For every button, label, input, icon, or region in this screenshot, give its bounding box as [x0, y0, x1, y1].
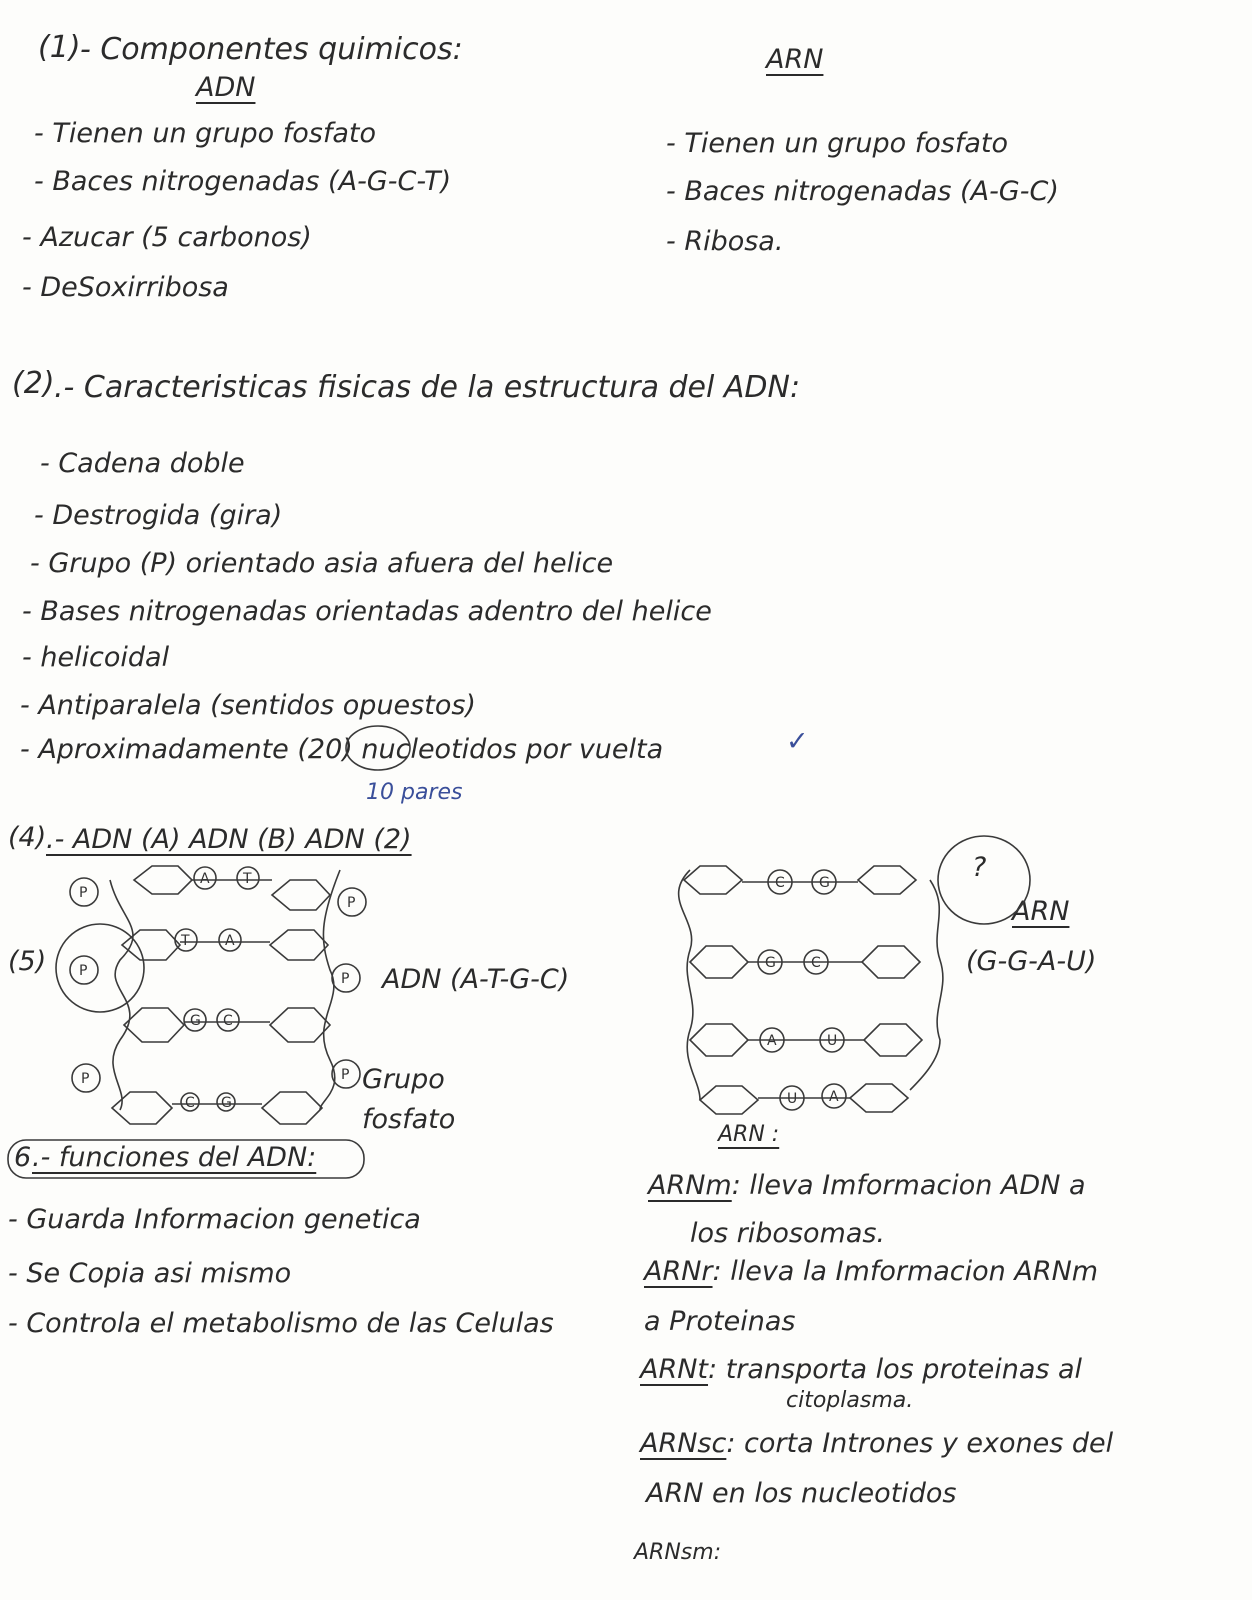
arn-type-code: ARNsc: [640, 1428, 727, 1459]
arn-type-text: citoplasma.: [786, 1388, 914, 1413]
adn-item-2: - Baces nitrogenadas (A-G-C-T): [34, 166, 452, 197]
arn-type-row: [640, 1428, 1113, 1459]
arn-sugar-hexagon: [690, 1024, 748, 1056]
phosphate-letter: P: [79, 885, 88, 901]
section1-number-value: 1: [49, 30, 69, 65]
arn-item-1: - Tienen un grupo fosfato: [666, 128, 1008, 159]
check-mark: ✓: [786, 726, 809, 757]
base-letter-g: G: [221, 1095, 232, 1111]
arn-base-letter-u: U: [787, 1091, 798, 1107]
base-letter-a: A: [200, 871, 210, 887]
section2-number: (2): [12, 366, 55, 401]
phosphate-letter: P: [341, 971, 350, 987]
arn-question-circle: [938, 836, 1030, 924]
arn-type-row: [648, 1170, 1086, 1201]
arn-type-row: [640, 1354, 1082, 1385]
question-mark: ?: [972, 852, 987, 883]
sugar-hexagon: [272, 880, 330, 910]
section2-item-6: - Antiparalela (sentidos opuestos): [20, 690, 476, 721]
arn-base-letter-c: C: [775, 875, 785, 891]
sugar-hexagon: [270, 930, 328, 960]
arn-type-text: ARN en los nucleotidos: [646, 1478, 957, 1509]
section6-item-3: - Controla el metabolismo de las Celulas: [8, 1308, 554, 1339]
section6-number-value: 6: [14, 1142, 32, 1173]
arn-sugar-hexagon: [858, 866, 916, 894]
arn-sugar-hexagon: [684, 866, 742, 894]
dna-right-backbone: [320, 870, 340, 1110]
base-letter-t: T: [243, 871, 252, 887]
arn-diagram: [679, 836, 1030, 1114]
section2-note: 10 pares: [366, 780, 463, 805]
arn-type-code: ARNr: [644, 1256, 713, 1287]
dna-left-backbone: [110, 880, 133, 1110]
section4-number-value: 4: [18, 822, 36, 853]
section5-number-value: 5: [18, 946, 36, 977]
arn-base-letter-a: A: [829, 1089, 839, 1105]
section2-item-1: - Cadena doble: [40, 448, 245, 479]
arn-sugar-hexagon: [690, 946, 748, 978]
arn-type-text: : transporta los proteinas al: [708, 1354, 1083, 1385]
arn-type-code: ARNt: [640, 1354, 709, 1385]
sugar-hexagon: [134, 866, 192, 894]
adn-item-4: - DeSoxirribosa: [22, 272, 229, 303]
arn-sugar-hexagon: [850, 1084, 908, 1112]
base-letter-g: G: [190, 1013, 201, 1029]
section5-number: (5): [8, 946, 47, 977]
sugar-hexagon: [262, 1092, 322, 1124]
annotation-marks: [8, 726, 410, 1178]
arn-diagram-bases: (G-G-A-U): [966, 946, 1097, 977]
arn-type-row: [644, 1306, 795, 1337]
phosphate-letter: P: [81, 1071, 90, 1087]
arn-type-text: los ribosomas.: [690, 1218, 886, 1249]
highlight-circle: [56, 924, 144, 1012]
arn-base-letter-c: C: [811, 955, 821, 971]
arn-base-letter-g: G: [765, 955, 776, 971]
dna-diagram: [56, 866, 366, 1124]
section2-item-3: - Grupo (P) orientado asia afuera del helice: [30, 548, 614, 579]
arn-type-row: [646, 1478, 957, 1509]
arn-type-row: [644, 1256, 1098, 1287]
section6-number: [14, 1142, 31, 1173]
phosphate-letter: P: [341, 1067, 350, 1083]
arn-backbone: [910, 880, 943, 1090]
base-letter-t: T: [181, 933, 190, 949]
section2-item-7: - Aproximadamente (20) nucleotidos por vuelta: [20, 734, 664, 765]
arn-backbone: [679, 870, 700, 1100]
base-letter-a: A: [225, 933, 235, 949]
arn-item-2: - Baces nitrogenadas (A-G-C): [666, 176, 1059, 207]
arn-type-text: :: [713, 1540, 722, 1565]
arn-base-letter-u: U: [827, 1033, 838, 1049]
arn-sugar-hexagon: [700, 1086, 758, 1114]
arn-type-row: [634, 1540, 721, 1565]
arn-base-letters: [765, 875, 839, 1107]
section4-number: (4): [8, 822, 47, 853]
arn-type-row: [786, 1388, 913, 1413]
arn-item-3: - Ribosa.: [666, 226, 784, 257]
sugar-hexagon: [124, 1008, 184, 1042]
twenty-circle: [346, 726, 410, 770]
arn-type-text: : lleva la Imformacion ARNm: [712, 1256, 1099, 1287]
section6-item-1: - Guarda Informacion genetica: [8, 1204, 421, 1235]
section1-number: (1): [38, 30, 81, 65]
arn-sugar-hexagon: [864, 1024, 922, 1056]
base-letter-c: C: [223, 1013, 233, 1029]
arn-diagram-label: ARN: [1012, 896, 1070, 927]
phosphate-letter: P: [347, 895, 356, 911]
arn-type-text: : lleva Imformacion ADN a: [731, 1170, 1086, 1201]
adn-item-3: - Azucar (5 carbonos): [22, 222, 312, 253]
arn-diagram-caption: ARN :: [718, 1122, 780, 1147]
arn-base-letter-g: G: [819, 875, 830, 891]
arn-type-text: a Proteinas: [644, 1306, 796, 1337]
arn-heading: ARN: [766, 44, 824, 75]
sugar-hexagon: [270, 1008, 330, 1042]
arn-sugar-hexagon: [862, 946, 920, 978]
section2-item-4: - Bases nitrogenadas orientadas adentro del helice: [22, 596, 712, 627]
arn-type-code: ARNm: [648, 1170, 732, 1201]
section2-number-value: 2: [23, 366, 43, 401]
phosphate-letter: P: [79, 963, 88, 979]
section4-header: .- ADN (A) ADN (B) ADN (2): [46, 824, 412, 855]
section1-title: - Componentes quimicos:: [80, 32, 463, 67]
arn-base-letter-a: A: [767, 1033, 777, 1049]
section2-title: .- Caracteristicas fisicas de la estructura del ADN:: [54, 370, 801, 405]
section2-item-5: - helicoidal: [22, 642, 170, 673]
base-letter-c: C: [185, 1095, 195, 1111]
arn-type-code: ARNsm: [634, 1540, 714, 1565]
section6-title: .- funciones del ADN:: [32, 1142, 317, 1173]
arn-type-row: [690, 1218, 885, 1249]
adn-heading: ADN: [196, 72, 256, 103]
dna-label: ADN (A-T-G-C): [382, 964, 570, 995]
section6-item-2: - Se Copia asi mismo: [8, 1258, 292, 1289]
section2-item-2: - Destrogida (gira): [34, 500, 283, 531]
phosphate-label: Grupo fosfato: [362, 1064, 456, 1135]
adn-item-1: - Tienen un grupo fosfato: [34, 118, 376, 149]
arn-type-text: : corta Intrones y exones del: [726, 1428, 1114, 1459]
